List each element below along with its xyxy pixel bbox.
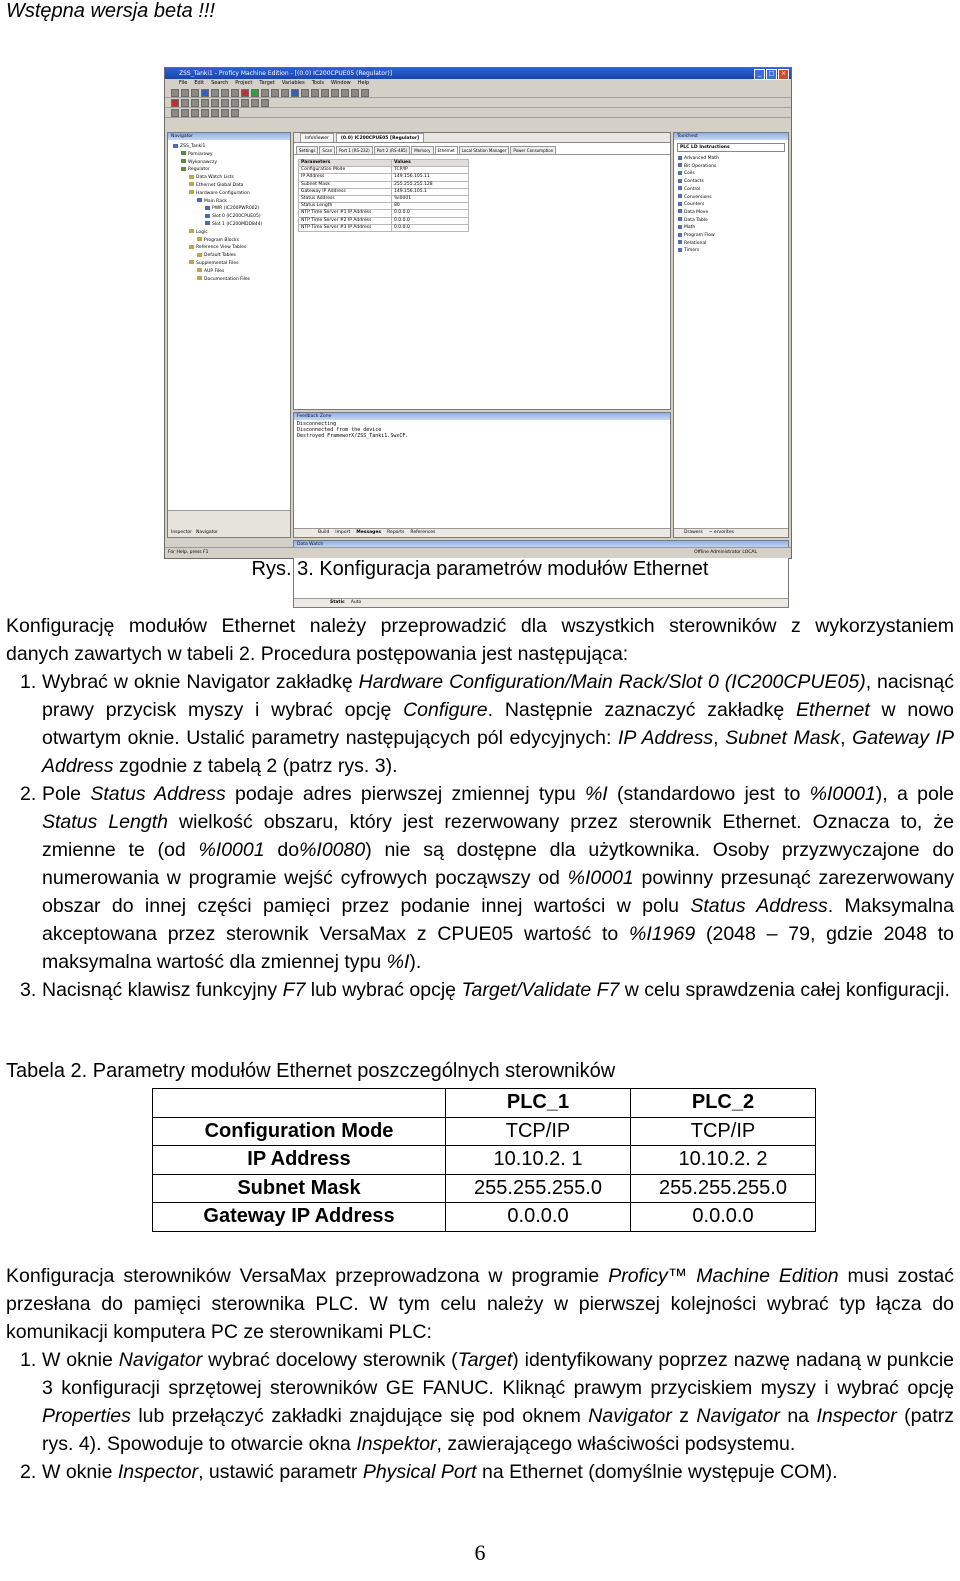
module-icon xyxy=(205,214,210,218)
tree-item[interactable]: Data Watch Lists xyxy=(171,174,287,182)
tool-icon[interactable] xyxy=(351,89,359,97)
drawer-icon xyxy=(678,179,682,183)
table-cell: 10.10.2. 2 xyxy=(631,1146,816,1175)
tab-infoviewer[interactable]: InfoViewer xyxy=(300,133,334,142)
tool-icon[interactable] xyxy=(271,89,279,97)
list-item[interactable]: Control xyxy=(678,186,784,194)
tab-import[interactable]: Import xyxy=(335,530,351,535)
tool-icon[interactable] xyxy=(281,89,289,97)
drawer-icon xyxy=(678,186,682,190)
module-icon xyxy=(205,221,210,225)
row-label: Subnet Mask xyxy=(153,1174,446,1203)
folder-icon xyxy=(189,229,194,233)
tab-power-consumption[interactable]: Power Consumption xyxy=(510,146,556,154)
target-icon xyxy=(181,159,186,163)
tool-icon[interactable] xyxy=(261,89,269,97)
list-item[interactable]: Coils xyxy=(678,170,784,178)
tree-item[interactable]: Regulator xyxy=(171,166,287,174)
tool-icon[interactable] xyxy=(311,89,319,97)
drawer-icon xyxy=(678,233,682,237)
step-item: 1. W oknie Navigator wybrać docelowy sterownik (Target) identyfikowany poprzez nazwę nadaną w punkcie 3 konfiguracji sprzętowej sterowników GE FANUC. Kliknąć prawym przyciskiem myszy i wybrać opcję Properties lub przełączyć zakładki znajdujące się pod oknem Navigator z Navigator na Inspector (patrz rys. 4). Spowoduje to otwarcie okna Inspektor, zawierającego właściwości podsystemu. xyxy=(20,1349,954,1455)
tree-item[interactable]: Pomiarowy xyxy=(171,151,287,159)
tab-scan[interactable]: Scan xyxy=(319,146,335,154)
menu-search[interactable]: Search xyxy=(211,80,229,86)
steps-list-2 xyxy=(6,1346,954,1486)
tree-item[interactable]: Wykonawczy xyxy=(171,159,287,167)
tree-item[interactable]: Main Rack xyxy=(171,198,287,206)
menu-window[interactable]: Window xyxy=(331,80,351,86)
open-icon[interactable] xyxy=(181,89,189,97)
step-item: 1. Wybrać w oknie Navigator zakładkę Hardware Configuration/Main Rack/Slot 0 (IC200CPUE05), nacisnąć prawy przycisk myszy i wybrać opcję Configure. Następnie zaznaczyć zakładkę Ethernet w nowo otwartym oknie. Ustalić parametry następujących pól edycyjnych: IP Address, Subnet Mask, Gateway IP Address zgodnie z tabelą 2 (patrz rys. 3). xyxy=(20,671,955,777)
tab-ethernet[interactable]: Ethernet xyxy=(435,146,458,154)
tree-item[interactable]: PWR (IC200PWR002) xyxy=(171,205,287,213)
tab-port2[interactable]: Port 2 (RS-485) xyxy=(374,146,411,154)
tool-icon[interactable] xyxy=(361,89,369,97)
menu-bar xyxy=(165,79,791,88)
close-icon[interactable]: × xyxy=(778,69,789,80)
tab-local-station-manager[interactable]: Local Station Manager xyxy=(459,146,510,154)
print-icon[interactable] xyxy=(201,89,209,97)
table-row xyxy=(153,1117,816,1146)
table-title: Tabela 2. Parametry modułów Ethernet poszczególnych sterowników xyxy=(6,1060,616,1082)
instruction-list xyxy=(674,155,788,255)
tab-inspector[interactable]: Inspector xyxy=(171,530,192,535)
column-header: PLC_2 xyxy=(631,1089,816,1118)
table-row: Subnet Mask 255.255.255.128 xyxy=(299,181,469,188)
menu-tools[interactable]: Tools xyxy=(311,80,325,86)
drawer-icon xyxy=(678,209,682,213)
step-item: 2. Pole Status Address podaje adres pierwszej zmiennej typu %I (standardowo jest to %I0001), a pole Status Length wielkość obszaru, który jest rezerwowany przez sterownik Ethernet. Oznacza to, że zmienne te (od %I0001 do%I0080) nie są dostępne dla użytkownika. Osoby przyzwyczajone do numerowania w programie wejść cyfrowych począwszy od %I0001 powinny przesunąć zarezerwowany obszar do innej części pamięci przez podanie innej wartości w polu Status Address. Maksymalna akceptowana przez sterownik VersaMax z CPUE05 wartość to %I1969 (2048 – 79, gdzie 2048 to maksymalna wartość dla zmiennej typu %I). xyxy=(20,783,955,973)
list-item[interactable]: Relational xyxy=(678,240,784,248)
tab-cpu-config[interactable]: (0.0) IC200CPUE05 [Regulator] xyxy=(336,133,424,142)
feedback-tabs xyxy=(294,528,670,537)
tree-item[interactable]: Supplemental Files xyxy=(171,260,287,268)
tool-icon[interactable] xyxy=(261,99,269,107)
tool-icon[interactable] xyxy=(181,99,189,107)
list-item[interactable]: Counters xyxy=(678,201,784,209)
list-item[interactable]: Data Move xyxy=(678,209,784,217)
folder-icon xyxy=(189,260,194,264)
ethernet-params-table xyxy=(152,1088,816,1232)
tool-icon[interactable] xyxy=(241,99,249,107)
cut-icon[interactable] xyxy=(211,89,219,97)
list-item[interactable]: Program Flow xyxy=(678,232,784,240)
step-item: 2. W oknie Inspector, ustawić parametr Physical Port na Ethernet (domyślnie występuje COM). xyxy=(20,1461,838,1483)
tool-icon[interactable] xyxy=(181,109,189,117)
run-icon[interactable] xyxy=(251,89,259,97)
column-header xyxy=(153,1089,446,1118)
tool-icon[interactable] xyxy=(301,89,309,97)
minimize-icon[interactable]: _ xyxy=(754,69,765,80)
tree-item[interactable]: ZSS_Tanki1 xyxy=(171,143,287,151)
row-label: Configuration Mode xyxy=(153,1117,446,1146)
tool-icon[interactable] xyxy=(191,109,199,117)
module-icon xyxy=(205,206,210,210)
steps-list xyxy=(6,668,954,1004)
feedback-log: Disconnecting Disconnected from the device Destroyed FrameworX/ZSS_Tanki1.SwxCF. xyxy=(297,421,409,439)
config-tabs xyxy=(294,146,670,155)
step-item: 3. Nacisnąć klawisz funkcyjny F7 lub wybrać opcję Target/Validate F7 w celu sprawdzenia całej konfiguracji. xyxy=(20,979,950,1001)
datawatch-title: Data Watch xyxy=(294,541,788,548)
table-row xyxy=(153,1146,816,1175)
menu-variables[interactable]: Variables xyxy=(281,80,305,86)
toolchest-tabs xyxy=(674,528,788,537)
column-header: PLC_1 xyxy=(446,1089,631,1118)
tab-port1[interactable]: Port 1 (RS-232) xyxy=(336,146,373,154)
status-bar xyxy=(165,547,791,558)
table-row: Status Address %I0001 xyxy=(299,196,469,203)
page-number: 6 xyxy=(474,1540,486,1565)
tool-icon[interactable] xyxy=(341,89,349,97)
tree-item[interactable]: Program Blocks xyxy=(171,237,287,245)
rack-icon xyxy=(197,198,202,202)
project-tree xyxy=(168,140,290,286)
drawer-icon xyxy=(678,163,682,167)
table-row: Gateway IP Address 149.156.105.1 xyxy=(299,188,469,195)
table-row: NTP Time Server #1 IP Address 0.0.0.0 xyxy=(299,210,469,217)
navigator-pane xyxy=(167,132,291,538)
tool-icon[interactable] xyxy=(321,89,329,97)
tool-icon[interactable] xyxy=(291,89,299,97)
tree-item[interactable]: Hardware Configuration xyxy=(171,190,287,198)
datawatch-tabs xyxy=(294,598,788,607)
folder-icon xyxy=(189,182,194,186)
folder-icon xyxy=(197,276,202,280)
drawer-icon xyxy=(678,202,682,206)
window-title: ZSS_Tanki1 - Proficy Machine Edition - [(0.0) IC200CPUE05 (Regulator)] xyxy=(179,70,393,77)
copy-icon[interactable] xyxy=(221,89,229,97)
section-ethernet-config xyxy=(6,612,954,1004)
tab-drawers[interactable]: Drawers xyxy=(684,530,703,535)
tool-icon[interactable] xyxy=(231,99,239,107)
tool-icon[interactable] xyxy=(171,109,179,117)
tool-icon[interactable] xyxy=(221,109,229,117)
row-label: Gateway IP Address xyxy=(153,1203,446,1232)
folder-icon xyxy=(197,237,202,241)
tab-messages[interactable]: Messages xyxy=(356,530,382,535)
table-cell: 0.0.0.0 xyxy=(631,1203,816,1232)
table-row: Status Length 80 xyxy=(299,203,469,210)
target-icon xyxy=(181,167,186,171)
folder-icon xyxy=(189,190,194,194)
menu-project[interactable]: Project xyxy=(235,80,253,86)
tool-icon[interactable] xyxy=(211,99,219,107)
tool-icon[interactable] xyxy=(331,89,339,97)
new-icon[interactable] xyxy=(171,89,179,97)
column-header: Values xyxy=(392,160,469,167)
drawer-icon xyxy=(678,240,682,244)
tree-item[interactable]: Documentation Files xyxy=(171,276,287,284)
drawer-icon xyxy=(678,248,682,252)
table-row xyxy=(153,1203,816,1232)
toolchest-title: Toolchest xyxy=(674,133,788,140)
table-cell: 10.10.2. 1 xyxy=(446,1146,631,1175)
table-row: Configuration Mode TCP/IP xyxy=(299,167,469,174)
tool-icon[interactable] xyxy=(201,99,209,107)
ethernet-parameters-table xyxy=(298,159,469,232)
tree-item[interactable]: Default Tables xyxy=(171,252,287,260)
navigator-bottom xyxy=(168,510,290,537)
table-row: NTP Time Server #2 IP Address 0.0.0.0 xyxy=(299,217,469,224)
project-icon xyxy=(173,144,178,148)
folder-icon xyxy=(189,245,194,249)
table-row: IP Address 149.156.105.11 xyxy=(299,174,469,181)
table-header-row xyxy=(153,1089,816,1118)
tool-icon[interactable] xyxy=(201,109,209,117)
folder-icon xyxy=(197,268,202,272)
drawer-icon xyxy=(678,156,682,160)
tab-static[interactable]: Static xyxy=(330,600,345,605)
feedback-zone xyxy=(293,412,671,538)
table-row xyxy=(153,1174,816,1203)
target-icon xyxy=(181,151,186,155)
tab-memory[interactable]: Memory xyxy=(411,146,433,154)
toolbar-1 xyxy=(165,88,791,98)
instruction-set-select[interactable]: PLC LD Instructions xyxy=(677,143,785,152)
menu-edit[interactable]: Edit xyxy=(194,80,205,86)
tab-reports[interactable]: Reports xyxy=(387,530,405,535)
list-item[interactable]: Advanced Math xyxy=(678,155,784,163)
figure-caption: Rys. 3. Konfiguracja parametrów modułów Ethernet xyxy=(251,558,709,580)
table-cell: TCP/IP xyxy=(631,1117,816,1146)
row-label: IP Address xyxy=(153,1146,446,1175)
tab-navigator[interactable]: Navigator xyxy=(196,530,219,535)
tool-icon[interactable] xyxy=(211,109,219,117)
drawer-icon xyxy=(678,194,682,198)
tree-item[interactable]: Slot 0 (IC200CPUE05) xyxy=(171,213,287,221)
list-item[interactable]: Conversions xyxy=(678,194,784,202)
stop-icon[interactable] xyxy=(241,89,249,97)
intro-line-2: danych zawartych w tabeli 2. Procedura postępowania jest następująca: xyxy=(6,643,629,665)
tree-item[interactable]: Logic xyxy=(171,229,287,237)
menu-target[interactable]: Target xyxy=(259,80,275,86)
feedback-title: Feedback Zone xyxy=(294,413,670,420)
draft-note: Wstępna wersja beta !!! xyxy=(6,0,215,22)
paragraph: Konfiguracja sterowników VersaMax przeprowadzona w programie Proficy™ Machine Edition musi zostać przesłana do pamięci sterownika PLC. W tym celu należy w pierwszej kolejności wybrać typ łącza do komunikacji komputera PC ze sterownikami PLC: xyxy=(6,1265,954,1343)
table-row: NTP Time Server #3 IP Address 0.0.0.0 xyxy=(299,224,469,231)
intro-line-1: Konfigurację modułów Ethernet należy przeprowadzić dla wszystkich sterowników z wykorzystaniem xyxy=(6,615,954,637)
toolchest-pane xyxy=(673,132,789,538)
maximize-icon[interactable]: □ xyxy=(766,69,777,80)
toolbar-3 xyxy=(165,108,791,118)
tab-auto[interactable]: Auto xyxy=(350,600,362,605)
tool-icon[interactable] xyxy=(251,99,259,107)
tool-icon[interactable] xyxy=(221,99,229,107)
tree-item[interactable]: AUP Files xyxy=(171,268,287,276)
list-item[interactable]: Math xyxy=(678,224,784,232)
tab-references[interactable]: References xyxy=(410,530,436,535)
tool-icon[interactable] xyxy=(171,99,179,107)
window-titlebar xyxy=(165,68,791,79)
status-connection: Offline Administrator LOCAL xyxy=(694,550,757,555)
drawer-icon xyxy=(678,217,682,221)
tree-item[interactable]: Ethernet Global Data xyxy=(171,182,287,190)
table-cell: 0.0.0.0 xyxy=(446,1203,631,1232)
tool-icon[interactable] xyxy=(231,109,239,117)
tool-icon[interactable] xyxy=(191,99,199,107)
save-icon[interactable] xyxy=(191,89,199,97)
tree-item[interactable]: Reference View Tables xyxy=(171,244,287,252)
tree-item[interactable]: Slot 1 (IC200MDD844) xyxy=(171,221,287,229)
config-editor xyxy=(293,132,671,410)
tab-settings[interactable]: Settings xyxy=(296,146,318,154)
table-cell: 255.255.255.0 xyxy=(631,1174,816,1203)
folder-icon xyxy=(197,253,202,257)
tab-favorites[interactable]: ~ ervorites xyxy=(708,530,734,535)
navigator-title: Navigator xyxy=(168,133,290,140)
table-cell: TCP/IP xyxy=(446,1117,631,1146)
paste-icon[interactable] xyxy=(231,89,239,97)
tab-build[interactable]: Build xyxy=(318,530,330,535)
toolbar-2 xyxy=(165,98,791,108)
drawer-icon xyxy=(678,225,682,229)
document-tabs xyxy=(294,133,670,143)
list-item[interactable]: Data Table xyxy=(678,217,784,225)
drawer-icon xyxy=(678,171,682,175)
menu-help[interactable]: Help xyxy=(357,80,370,86)
section-upload xyxy=(6,1262,954,1486)
status-help: For Help, press F1 xyxy=(168,550,209,555)
list-item[interactable]: Timers xyxy=(678,247,784,255)
folder-icon xyxy=(189,175,194,179)
list-item[interactable]: Contacts xyxy=(678,178,784,186)
column-header: Parameters xyxy=(299,160,392,167)
table-cell: 255.255.255.0 xyxy=(446,1174,631,1203)
list-item[interactable]: Bit Operations xyxy=(678,163,784,171)
menu-file[interactable]: File xyxy=(179,80,188,86)
